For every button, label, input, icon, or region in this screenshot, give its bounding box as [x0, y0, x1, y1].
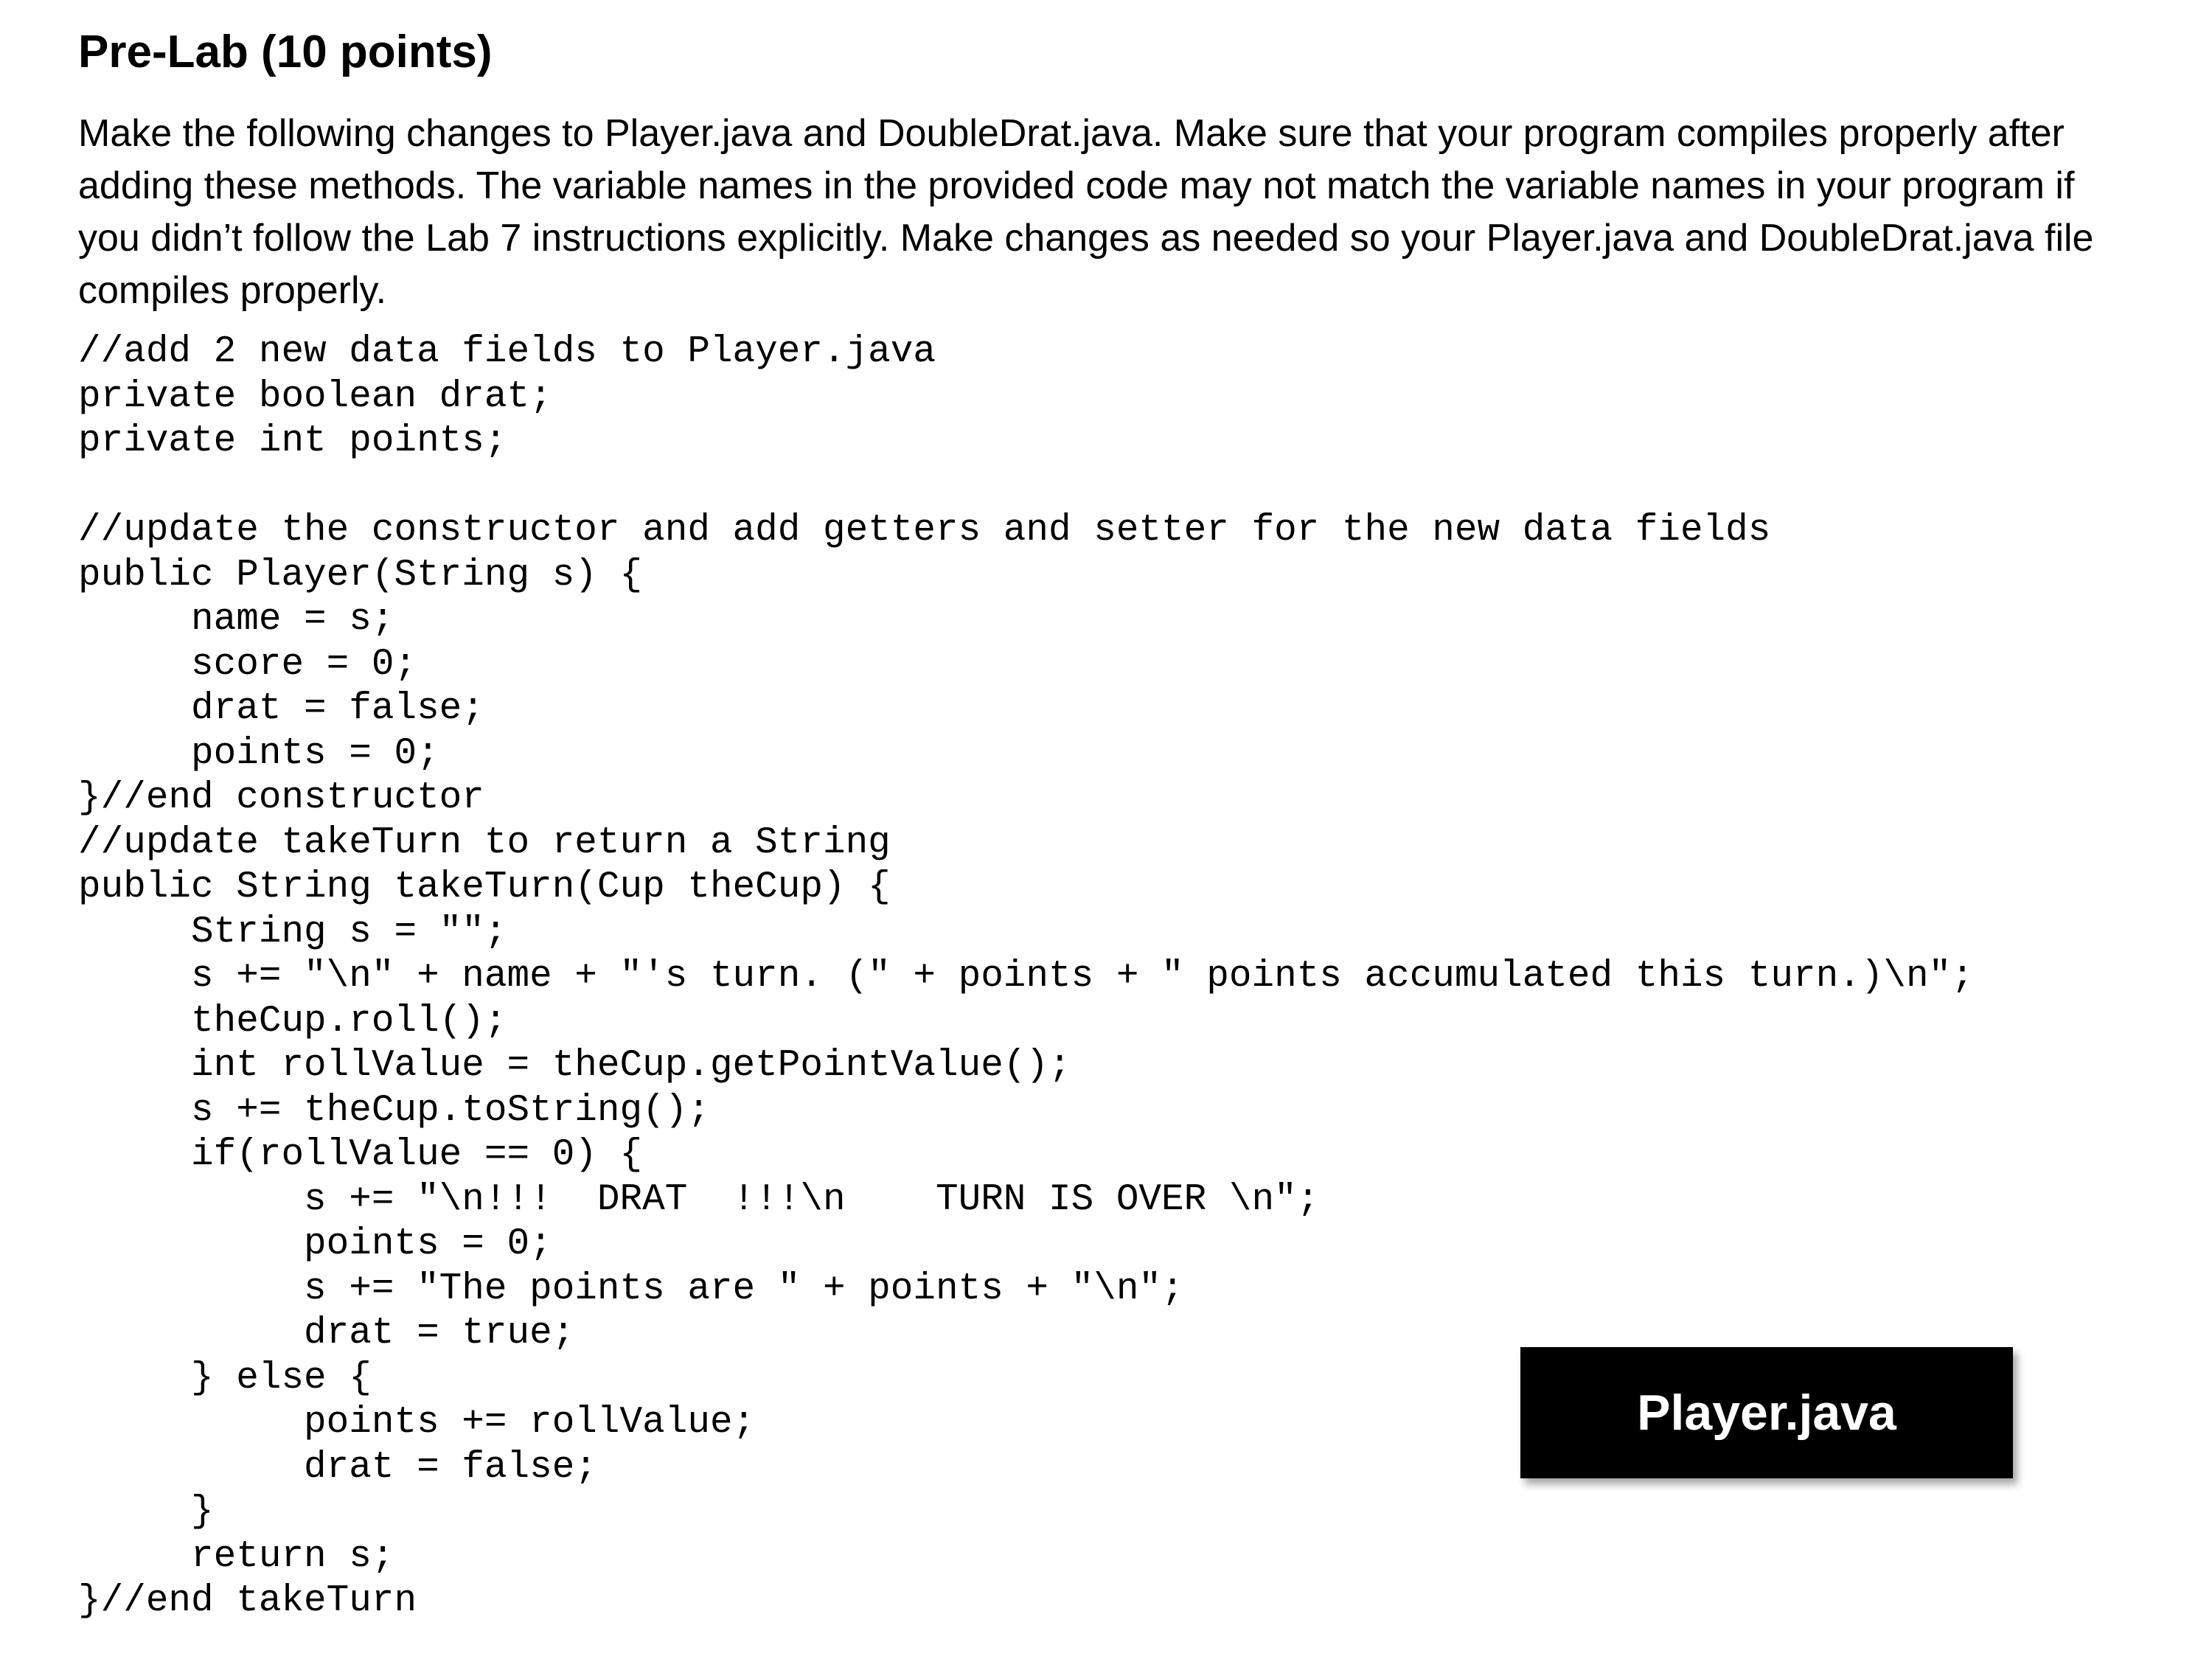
- code-line: //update takeTurn to return a String: [78, 821, 891, 864]
- code-line: int rollValue = theCup.getPointValue();: [78, 1045, 1071, 1087]
- code-line: s += "The points are " + points + "\n";: [78, 1267, 1184, 1310]
- instructions-line: adding these methods. The variable names in the provided code may not match the variable names in your program if: [78, 164, 2075, 207]
- code-line: public Player(String s) {: [78, 554, 643, 597]
- page-title: Pre-Lab (10 points): [78, 27, 493, 77]
- code-line: points = 0;: [78, 732, 439, 775]
- instructions-line: you didn’t follow the Lab 7 instructions explicitly. Make changes as needed so your Player.java and DoubleDrat.java file: [78, 217, 2094, 260]
- code-line: return s;: [78, 1535, 394, 1578]
- code-line: drat = false;: [78, 688, 484, 730]
- code-line: s += "\n" + name + "'s turn. (" + points + " points accumulated this turn.)\n";: [78, 956, 1974, 998]
- code-line: points = 0;: [78, 1223, 552, 1265]
- code-line: private int points;: [78, 420, 507, 462]
- code-line: name = s;: [78, 599, 394, 641]
- code-line: }: [78, 1491, 214, 1533]
- file-label-text: Player.java: [1637, 1385, 1896, 1441]
- code-line: theCup.roll();: [78, 1000, 507, 1043]
- code-line: public String takeTurn(Cup theCup) {: [78, 866, 891, 908]
- code-line: score = 0;: [78, 643, 417, 686]
- code-line: if(rollValue == 0) {: [78, 1134, 643, 1176]
- code-line: points += rollValue;: [78, 1402, 756, 1444]
- code-line: drat = false;: [78, 1446, 597, 1489]
- code-line: s += "\n!!! DRAT !!!\n TURN IS OVER \n";: [78, 1178, 1320, 1221]
- code-line: //add 2 new data fields to Player.java: [78, 331, 936, 373]
- code-line: }//end takeTurn: [78, 1580, 417, 1622]
- instructions-paragraph: [78, 108, 2202, 317]
- code-line: drat = true;: [78, 1312, 575, 1354]
- code-line: [78, 465, 1974, 509]
- code-line: private boolean drat;: [78, 375, 552, 418]
- code-line: }//end constructor: [78, 777, 484, 819]
- file-label-box: [1520, 1347, 2013, 1478]
- instructions-line: Make the following changes to Player.java and DoubleDrat.java. Make sure that your program compiles properly after: [78, 112, 2065, 155]
- code-line: //update the constructor and add getters and setter for the new data fields: [78, 509, 1771, 552]
- code-line: String s = "";: [78, 911, 507, 953]
- code-line: } else {: [78, 1357, 372, 1399]
- code-line: s += theCup.toString();: [78, 1089, 710, 1132]
- instructions-line: compiles properly.: [78, 269, 387, 312]
